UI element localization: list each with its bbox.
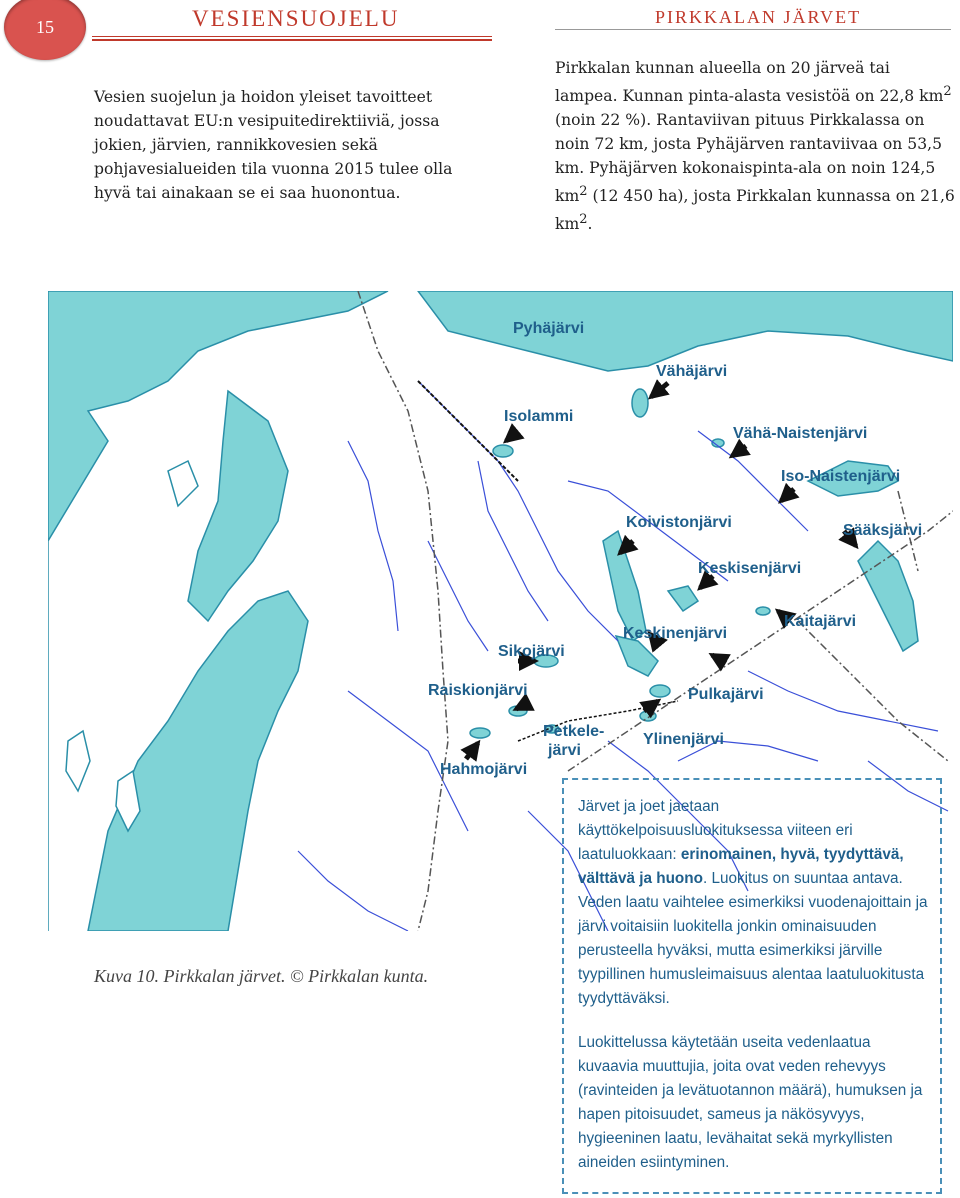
label-pyhajarvi: Pyhäjärvi [513, 320, 585, 337]
info-paragraph-1 [578, 795, 928, 1011]
arrow-iso-naistenjarvi [781, 489, 794, 501]
label-saaksjarvi: Sääksjärvi [843, 522, 923, 539]
pyhajarvi-north [418, 291, 953, 371]
page-number-badge [4, 0, 86, 60]
intro-paragraph-left: Vesien suojelun ja hoidon yleiset tavoitteet noudattavat EU:n vesipuitedirektiiviä, jossa jokien, järvien, rannikkovesien sekä pohjavesialueiden tila vuonna 2015 tulee olla hyvä tai ainakaan se ei saa huonontua. [94, 88, 453, 202]
info-text-start: Järvet ja joet jaetaan käyttökelpoisuusluokituksessa viiteen eri laatuluokkaan: [578, 798, 853, 863]
ylinenjarvi-water [640, 711, 656, 721]
label-petkelejarvi-1: Petkele- [543, 723, 605, 740]
section-heading: VESIENSUOJELU [192, 6, 400, 31]
page-number: 15 [36, 16, 54, 37]
superscript: 2 [579, 184, 588, 200]
kaitajarvi-water [756, 607, 770, 615]
arrow-ylinenjarvi [644, 701, 658, 711]
arrow-pulkajarvi [712, 655, 726, 663]
label-iso-naistenjarvi: Iso-Naistenjärvi [781, 468, 901, 485]
label-pulkajarvi: Pulkajärvi [688, 686, 764, 703]
arrow-vaha-naistenjarvi [732, 446, 746, 456]
heading-divider [92, 36, 492, 41]
hahmojarvi-water [470, 728, 490, 738]
intro-text-3: (12 450 ha), josta Pirkkalan kunnassa on 21,6 km [555, 187, 955, 234]
quality-classes: erinomainen, hyvä, tyydyttävä, välttävä ja huono [578, 846, 904, 887]
keskinenjarvi-water [616, 636, 658, 676]
label-keskisenjarvi: Keskisenjärvi [698, 560, 802, 577]
intro-text-2: (noin 22 %). Rantaviivan pituus Pirkkalassa on noin 72 km, josta Pyhäjärven rantaviivaa on 53,5 km. Pyhäjärven kokonaispinta-ala on noin 124,5 km [555, 111, 942, 206]
keskisenjarvi-water [668, 586, 698, 611]
info-box [562, 778, 942, 1194]
vahajarvi-water [632, 389, 648, 417]
arrow-keskisenjarvi [700, 576, 713, 588]
running-heading: PIRKKALAN JÄRVET [655, 7, 862, 27]
map-labels [428, 320, 922, 778]
arrow-hahmojarvi [466, 743, 478, 759]
intro-text-end: . [587, 215, 593, 234]
pulkajarvi-water [650, 685, 670, 697]
superscript: 2 [943, 84, 952, 99]
label-kaitajarvi: Kaitajärvi [784, 613, 857, 630]
island [66, 731, 90, 791]
label-keskinenjarvi: Keskinenjärvi [623, 625, 728, 642]
intro-paragraph-right [555, 56, 955, 237]
label-isolammi: Isolammi [504, 408, 574, 425]
label-petkelejarvi-2: järvi [548, 742, 581, 759]
label-raiskionjarvi: Raiskionjärvi [428, 682, 528, 699]
label-sikojarvi: Sikojärvi [498, 643, 565, 660]
intro-text-1: Pirkkalan kunnan alueella on 20 järveä tai lampea. Kunnan pinta-alasta vesistöä on 22,8 km [555, 59, 944, 106]
superscript: 2 [579, 212, 588, 228]
label-hahmojarvi: Hahmojärvi [440, 761, 528, 778]
island [168, 461, 198, 506]
running-heading-divider [555, 29, 951, 30]
pyhajarvi-channel [188, 391, 288, 621]
isolammi-water [493, 445, 513, 457]
info-text-end: . Luokitus on suuntaa antava. Veden laatu vaihtelee esimerkiksi vuodenajoittain ja järvi voitaisiin luokitella jonkin ominaisuuden perusteella hyväksi, mutta esimerkiksi järville tyypillinen humusleimaisuus alentaa laatuluokitusta tyydyttäväksi. [578, 870, 928, 1007]
info-paragraph-2: Luokittelussa käytetään useita vedenlaatua kuvaavia muuttujia, joita ovat veden rehevyys (ravinteiden ja levätuotannon määrä), humuksen ja hapen pitoisuudet, sameus ja näkösyvyys, hygieeninen laatu, levähaitat sekä myrkyllisten aineiden esiintyminen. [578, 1034, 923, 1171]
figure-caption: Kuva 10. Pirkkalan järvet. © Pirkkalan kunta. [94, 966, 429, 986]
arrow-isolammi [506, 431, 518, 441]
label-vahajarvi: Vähäjärvi [656, 363, 728, 380]
label-vaha-naistenjarvi: Vähä-Naistenjärvi [733, 425, 868, 442]
label-koivistonjarvi: Koivistonjärvi [626, 514, 732, 531]
arrow-vahajarvi [651, 383, 668, 397]
label-ylinenjarvi: Ylinenjärvi [643, 731, 724, 748]
pyhajarvi-west-bay [88, 591, 308, 931]
